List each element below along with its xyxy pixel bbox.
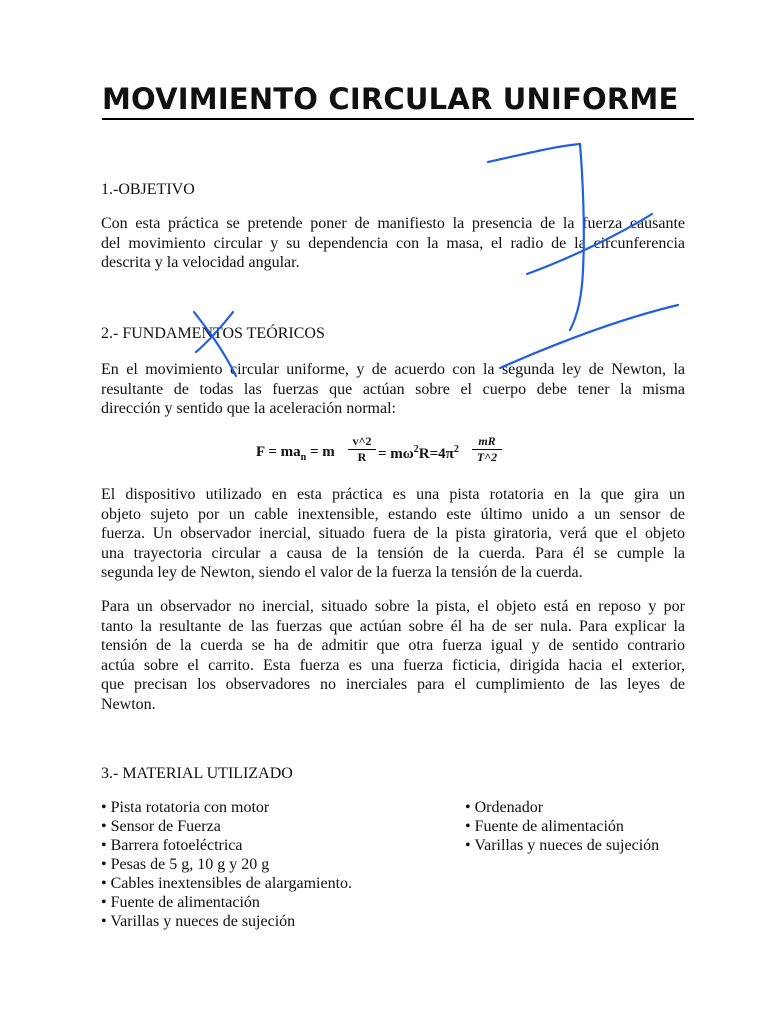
text-line: segunda ley de Newton, siendo el valor de la fuerza la tensión de la cuerda.	[101, 564, 583, 581]
section-heading-objetivo: 1.-OBJETIVO	[101, 181, 195, 198]
formula-lhs: F = ma	[256, 444, 301, 460]
fraction-v2-over-r	[348, 435, 376, 464]
text-line: resultante de todas las fuerzas que actúan sobre el cuerpo debe tener la misma	[101, 380, 685, 398]
section-heading-fundamentos: 2.- FUNDAMENTOS TEÓRICOS	[101, 325, 325, 342]
text-line: tanto la resultante de las fuerzas que actúan sobre él ha de ser nula. Para explicar la	[101, 617, 685, 635]
text-line: descrita y la velocidad angular.	[101, 254, 300, 271]
fraction-denominator: T^2	[476, 450, 498, 464]
ink-seven-top-stroke	[488, 144, 580, 162]
list-item: • Sensor de Fuerza	[101, 818, 221, 835]
list-item: • Fuente de alimentación	[101, 894, 260, 911]
text-line: que precisan los observadores no inerciales para el cumplimiento de las leyes de	[101, 676, 685, 693]
formula-eq3: R=4π	[418, 446, 454, 462]
formula-eq2: = mω	[378, 446, 414, 462]
text-line: Para un observador no inercial, situado sobre la pista, el objeto está en reposo y por	[101, 598, 685, 615]
text-line: dirección y sentido que la aceleración normal:	[101, 400, 396, 417]
text-line: tensión de la cuerda se ha de admitir que otra fuerza igual y de sentido contrario	[101, 637, 685, 654]
paragraph-objetivo	[101, 214, 685, 273]
fraction-numerator: mR	[478, 434, 496, 448]
list-item: • Cables inextensibles de alargamiento.	[101, 875, 353, 892]
fraction-mr-over-t2	[472, 435, 502, 464]
ink-lower-sweep-stroke	[500, 305, 678, 368]
list-item: • Pesas de 5 g, 10 g y 20 g	[101, 856, 270, 873]
document-title: MOVIMIENTO CIRCULAR UNIFORME	[102, 80, 694, 120]
text-line: actúa sobre el carrito. Esta fuerza es una fuerza ficticia, dirigida hacia el exterior,	[101, 656, 685, 674]
section-heading-material: 3.- MATERIAL UTILIZADO	[101, 765, 293, 782]
text-line: Con esta práctica se pretende poner de manifiesto la presencia de la fuerza causante	[101, 215, 685, 232]
text-line: objeto sujeto por un cable inextensible, estando este último unido a un sensor de	[101, 505, 685, 523]
paragraph-fundamentos-2	[101, 485, 685, 583]
list-item: • Pista rotatoria con motor	[101, 799, 270, 816]
formula-eq1: = m	[306, 444, 335, 460]
list-item: • Varillas y nueces de sujeción	[101, 913, 296, 930]
list-item: • Ordenador	[465, 799, 544, 816]
paragraph-fundamentos-3	[101, 597, 685, 714]
text-line: El dispositivo utilizado en esta práctica es una pista rotatoria en la que gira un	[101, 486, 685, 503]
formula-subscript: n	[300, 452, 307, 463]
list-item: • Varillas y nueces de sujeción	[465, 837, 660, 854]
centripetal-force-formula: $F = ma_n = m$ v^2 R = $m\omega^2R=4\pi^2$ mR T^2	[256, 402, 516, 472]
text-line: fuerza. Un observador inercial, situado fuera de la pista giratoria, verá que el objeto	[101, 525, 685, 542]
text-line: una trayectoria circular a causa de la tensión de la cuerda. Para él se cumple la	[101, 544, 685, 562]
fraction-numerator: v^2	[352, 434, 372, 448]
fraction-denominator: R	[357, 450, 367, 464]
text-line: En el movimiento circular uniforme, y de acuerdo con la segunda ley de Newton, la	[101, 361, 685, 378]
text-line: del movimiento circular y su dependencia con la masa, el radio de la circunferencia	[101, 234, 685, 252]
material-list-left	[101, 798, 352, 931]
material-list-right	[465, 798, 659, 855]
text-line: Newton.	[101, 695, 156, 713]
list-item: • Fuente de alimentación	[465, 818, 624, 835]
formula-superscript: 2	[413, 444, 419, 455]
list-item: • Barrera fotoeléctrica	[101, 837, 243, 854]
